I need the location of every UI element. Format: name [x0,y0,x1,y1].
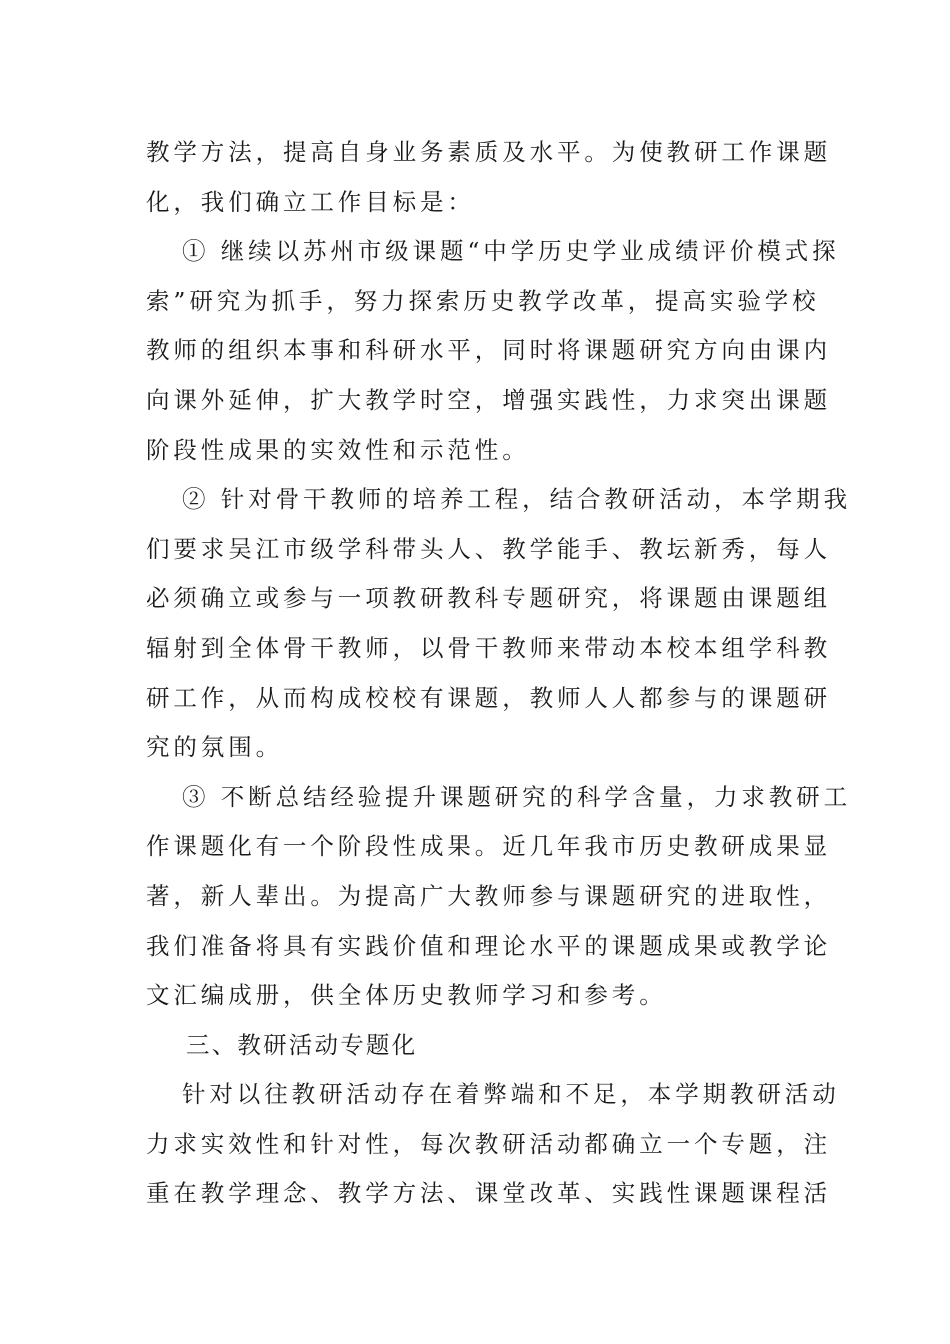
body-text [146,128,851,1219]
text-line: 索”研究为抓手，努力探索历史教学改革，提高实验学校 [146,286,820,315]
text-line: 著，新人辈出。为提高广大教师参与课题研究的进取性， [146,881,831,910]
text-line: 针对以往教研活动存在着弊端和不足，本学期教研活动 [182,1080,840,1109]
text-line: 教师的组织本事和科研水平，同时将课题研究方向由课内 [146,336,831,365]
text-line: 教学方法，提高自身业务素质及水平。为使教研工作课题 [146,138,831,166]
text-line: 究的氛围。 [146,733,283,762]
text-line: ③ 不断总结经验提升课题研究的科学含量，力求教研工 [182,782,851,811]
text-line: 重在教学理念、教学方法、课堂改革、实践性课题课程活 [146,1179,831,1208]
text-line: 们要求吴江市级学科带头人、教学能手、教坛新秀，每人 [146,534,831,563]
text-line: 化，我们确立工作目标是： [146,187,475,216]
text-line: 向课外延伸，扩大教学时空，增强实践性，力求突出课题 [146,385,831,414]
text-line: 阶段性成果的实效性和示范性。 [146,435,530,464]
text-line: 力求实效性和针对性，每次教研活动都确立一个专题，注 [146,1129,831,1158]
text-line: 辐射到全体骨干教师，以骨干教师来带动本校本组学科教 [146,633,831,662]
text-line: 研工作，从而构成校校有课题，教师人人都参与的课题研 [146,683,831,712]
text-line: ② 针对骨干教师的培养工程，结合教研活动，本学期我 [182,485,851,514]
text-line: 必须确立或参与一项教研教科专题研究，将课题由课题组 [146,584,831,613]
text-line: 文汇编成册，供全体历史教师学习和参考。 [146,981,667,1010]
text-line: ① 继续以苏州市级课题“中学历史学业成绩评价模式探 [182,237,840,266]
text-line: 作课题化有一个阶段性成果。近几年我市历史教研成果显 [146,832,831,861]
section-heading: 三、教研活动专题化 [186,1030,418,1059]
text-line: 我们准备将具有实践价值和理论水平的课题成果或教学论 [146,931,831,960]
